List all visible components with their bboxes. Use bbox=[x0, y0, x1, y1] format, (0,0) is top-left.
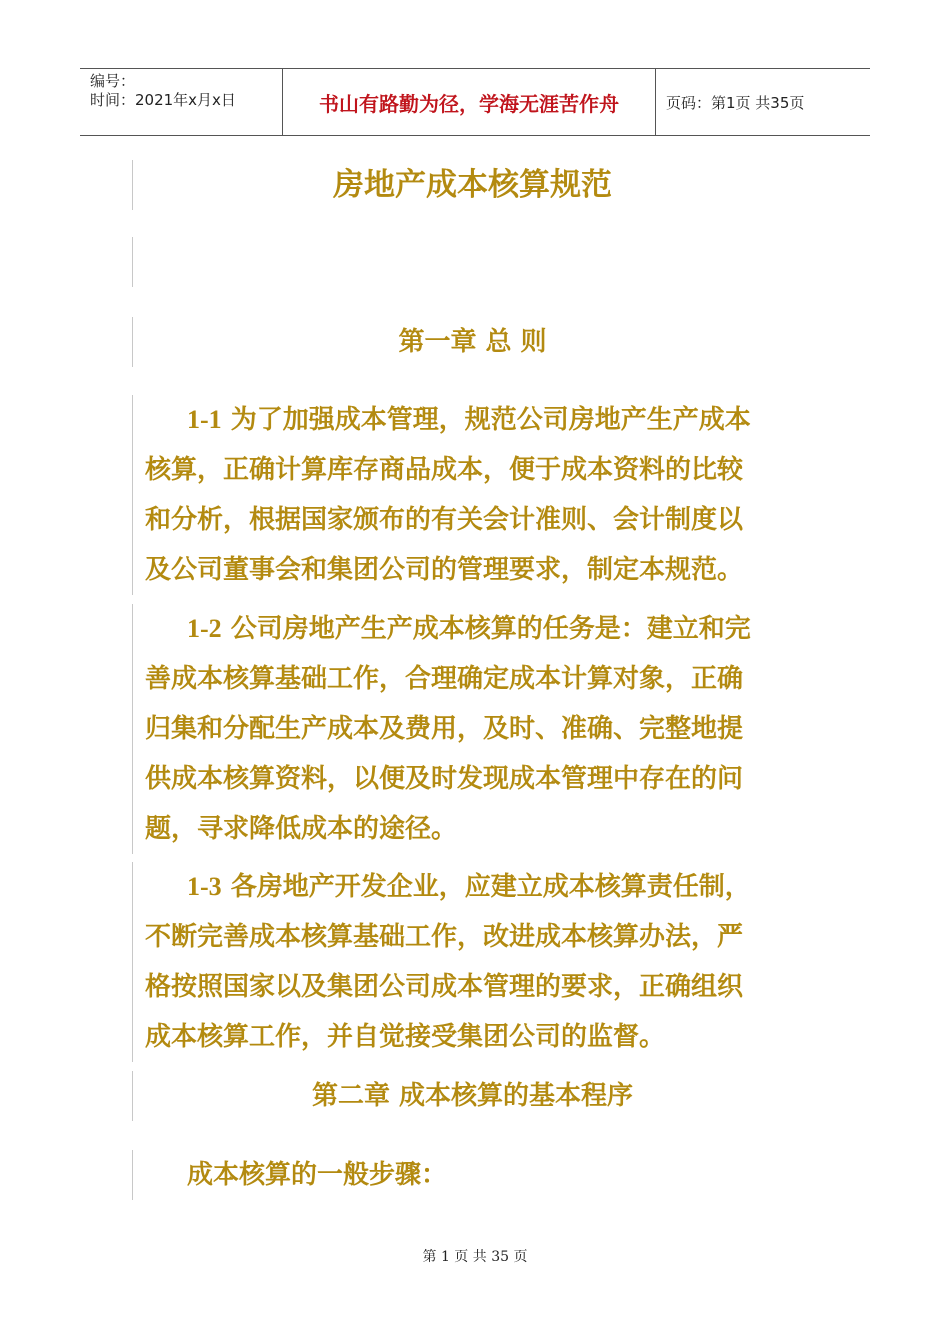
paragraph-number: 1-3 bbox=[187, 872, 222, 901]
chapter-2-heading: 第二章 成本核算的基本程序 bbox=[132, 1071, 812, 1121]
chapter-1-heading: 第一章 总 则 bbox=[132, 317, 812, 367]
document-title: 房地产成本核算规范 bbox=[132, 160, 812, 210]
paragraph-1-1: 1-1 为了加强成本管理，规范公司房地产生产成本 核算，正确计算库存商品成本，便于成本资料的比较 和分析，根据国家颁布的有关会计准则、会计制度以 及公司董事会和集团公司的管理要求，制定本规范。 bbox=[132, 395, 812, 595]
blank-line bbox=[132, 237, 812, 287]
header-page-info: 页码：第1页 共35页 bbox=[666, 93, 805, 112]
paragraph-1-2: 1-2 公司房地产生产成本核算的任务是：建立和完 善成本核算基础工作，合理确定成本计算对象，正确 归集和分配生产成本及费用，及时、准确、完整地提 供成本核算资料，以便及时发现成本管理中存在的问 题，寻求降低成本的途径。 bbox=[132, 604, 812, 854]
page-footer: 第 1 页 共 35 页 bbox=[422, 1249, 528, 1265]
time-label: 时间：2021年x月x日 bbox=[90, 91, 236, 109]
steps-heading: 成本核算的一般步骤： bbox=[132, 1150, 812, 1200]
paragraph-number: 1-1 bbox=[187, 405, 222, 434]
number-label: 编号： bbox=[90, 72, 136, 90]
paragraph-1-3: 1-3 各房地产开发企业，应建立成本核算责任制， 不断完善成本核算基础工作，改进成本核算办法，严 格按照国家以及集团公司成本管理的要求，正确组织 成本核算工作，并自觉接受集团公司的监督。 bbox=[132, 862, 812, 1062]
paragraph-number: 1-2 bbox=[187, 614, 222, 643]
header-motto: 书山有路勤为径，学海无涯苦作舟 bbox=[282, 69, 656, 135]
